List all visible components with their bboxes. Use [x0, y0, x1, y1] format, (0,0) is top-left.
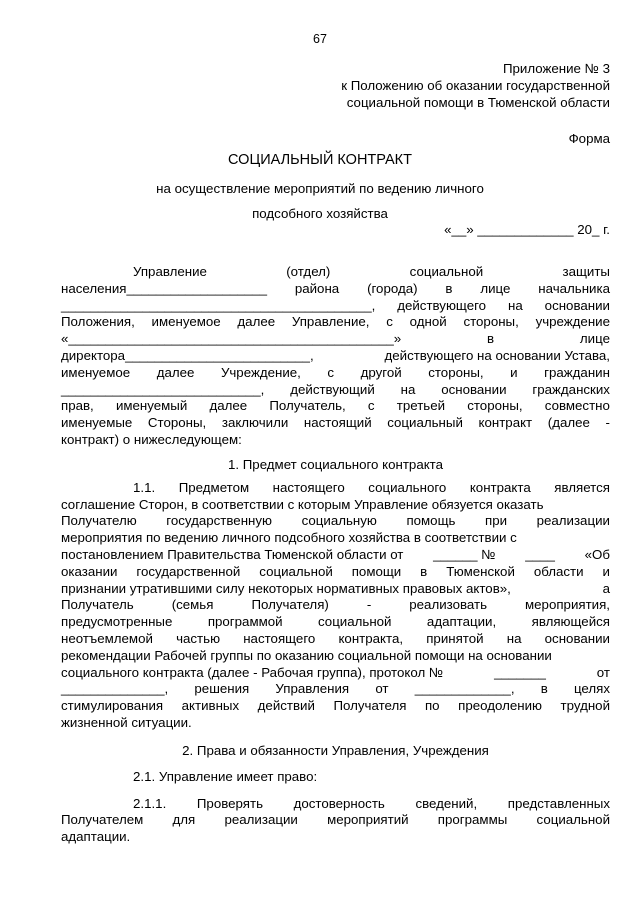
word: а: [602, 580, 610, 596]
word: помощи: [351, 563, 402, 579]
word: (отдел): [286, 264, 331, 279]
word: стороны,: [467, 398, 523, 414]
word: -: [605, 415, 610, 431]
word: государственную: [166, 513, 273, 529]
word: действующего на основании Устава,: [384, 347, 610, 363]
word: на: [506, 630, 522, 646]
word: социальной: [536, 812, 610, 828]
word: совместно: [544, 398, 610, 414]
word: от: [596, 664, 610, 680]
word: от: [375, 681, 389, 697]
word: принятой: [426, 630, 484, 646]
word: основании: [544, 630, 610, 646]
word: целях: [573, 681, 610, 697]
word: является: [554, 479, 610, 495]
word: (далее: [547, 415, 590, 431]
word: ______________,: [61, 681, 169, 697]
word: достоверность: [293, 795, 385, 811]
word: начальника: [538, 280, 610, 296]
word: действий: [257, 698, 315, 714]
text-line: [61, 298, 610, 315]
word: на: [508, 297, 523, 313]
text-line: [61, 564, 610, 581]
text-line: [61, 547, 610, 564]
word: мероприятия по ведению личного подсобного хозяйства в соответствии с: [61, 530, 517, 546]
text-line: [61, 665, 610, 682]
word: государственной: [136, 563, 241, 579]
word: признании утратившими силу некоторых нормативных правовых актов»,: [61, 580, 511, 596]
text-line: [61, 365, 610, 382]
word: помощь: [406, 513, 456, 529]
word: социальной: [259, 563, 333, 579]
word: именуемое: [151, 314, 221, 330]
text-line: [61, 597, 610, 614]
word: 2.1.1.: [133, 795, 167, 811]
word: активных: [181, 698, 240, 714]
word: Проверять: [196, 795, 263, 811]
word: _______: [494, 664, 546, 680]
word: гражданин: [544, 364, 610, 380]
text-line: [61, 812, 610, 829]
text-line: [91, 264, 610, 281]
word: с: [327, 364, 335, 380]
word: Получателем: [61, 812, 144, 828]
text-line: [61, 398, 610, 415]
word: неотъемлемой: [61, 630, 153, 646]
word: лице: [480, 280, 511, 296]
word: адаптации,: [426, 614, 497, 630]
appendix-header: [341, 60, 610, 111]
contract-body: [61, 264, 610, 846]
word: частью: [176, 630, 221, 646]
word: гражданских: [532, 381, 610, 397]
word: мероприятия,: [525, 597, 610, 613]
text-line: [61, 796, 610, 813]
text-line: [61, 480, 610, 497]
word: настоящий: [303, 415, 372, 431]
text-line: [61, 382, 610, 399]
word: далее: [237, 314, 276, 330]
word: представленных: [507, 795, 610, 811]
text-line: контракт) о нижеследующем:: [61, 431, 242, 447]
word: основании: [544, 297, 610, 313]
word: в: [445, 280, 453, 296]
word: в: [540, 681, 548, 697]
word: прав,: [61, 398, 94, 414]
word: далее: [156, 364, 195, 380]
form-label: Форма: [568, 131, 610, 146]
word: оказании: [61, 563, 118, 579]
word: стороны,: [463, 314, 519, 330]
word: 1.1.: [133, 479, 156, 495]
word: сведений,: [415, 795, 478, 811]
word: и: [510, 364, 518, 380]
word: при: [485, 513, 508, 529]
word: _____________,: [414, 681, 515, 697]
appendix-line: к Положению об оказании государственной: [341, 78, 610, 93]
word: одной: [409, 314, 447, 330]
text-line: жизненной ситуации.: [61, 714, 192, 730]
word: действующий: [290, 381, 375, 397]
word: Управление: [133, 264, 207, 279]
word: ______ №: [433, 546, 496, 562]
word: (города): [367, 280, 418, 296]
word: контракта,: [338, 630, 404, 646]
word: Получателю: [61, 513, 137, 529]
text-line: [61, 631, 610, 648]
document-subtitle: [0, 176, 640, 226]
word: Тюменской: [446, 563, 515, 579]
word: именуемые: [61, 415, 133, 431]
page-number: 67: [313, 32, 327, 46]
word: Учреждение,: [220, 364, 301, 380]
word: на: [400, 381, 416, 397]
word: постановлением Правительства Тюменской области от: [61, 546, 404, 562]
word: __________________________________________,: [61, 297, 376, 313]
word: в: [420, 563, 428, 579]
word: основании: [441, 381, 507, 397]
word: заключили: [221, 415, 289, 431]
word: реализации: [536, 513, 610, 529]
text-line: [61, 581, 610, 598]
word: социального: [368, 479, 447, 495]
word: действующего: [397, 297, 487, 313]
text-line: [61, 281, 610, 298]
word: реализации: [224, 812, 298, 828]
contract-date-line: «__» _____________ 20_ г.: [444, 222, 610, 237]
word: контракта: [469, 479, 531, 495]
word: трудной: [560, 698, 610, 714]
word: настоящего: [243, 630, 316, 646]
subsection-heading: 2.1. Управление имеет право:: [133, 768, 318, 784]
word: ____: [525, 546, 555, 562]
text-line: [61, 348, 610, 365]
word: Получатель,: [269, 398, 346, 414]
text-line: [61, 681, 610, 698]
appendix-line: социальной помощи в Тюменской области: [346, 95, 610, 110]
word: по: [424, 698, 440, 714]
section-heading: 2. Права и обязанности Управления, Учреждения: [182, 742, 489, 758]
subtitle-line: подсобного хозяйства: [252, 206, 388, 221]
word: социальный: [387, 415, 463, 431]
word: настоящего: [272, 479, 345, 495]
word: социальной: [318, 614, 392, 630]
word: далее: [209, 398, 248, 414]
word: района: [294, 280, 340, 296]
word: защиты: [562, 264, 610, 279]
word: мероприятий: [327, 812, 409, 828]
word: «Об: [584, 546, 610, 562]
document-title: СОЦИАЛЬНЫЙ КОНТРАКТ: [228, 152, 412, 168]
subtitle-line: на осуществление мероприятий по ведению личного: [156, 181, 484, 196]
word: третьей: [396, 398, 446, 414]
text-line: [61, 648, 610, 665]
text-line: адаптации.: [61, 829, 131, 845]
text-line: [61, 698, 610, 715]
text-line: [61, 497, 610, 514]
section-heading: 1. Предмет социального контракта: [227, 456, 444, 472]
word: (семья: [171, 597, 214, 613]
word: «____________________________________________»: [61, 331, 402, 347]
word: в: [487, 331, 495, 347]
word: -: [366, 597, 372, 613]
word: рекомендации Рабочей группы по оказанию социальной помощи на основании: [61, 647, 552, 663]
word: Предметом: [178, 479, 250, 495]
word: Положения,: [61, 314, 135, 330]
word: ___________________________,: [61, 381, 265, 397]
word: именуемый: [115, 398, 188, 414]
word: социальную: [301, 513, 377, 529]
word: Получатель: [61, 597, 134, 613]
word: именуемое: [61, 364, 131, 380]
appendix-line: Приложение № 3: [502, 61, 610, 76]
word: социального контракта (далее - Рабочая группа), протокол №: [61, 664, 444, 680]
text-line: [61, 415, 610, 432]
word: предусмотренные: [61, 614, 173, 630]
word: контракт: [478, 415, 533, 431]
word: учреждение: [535, 314, 610, 330]
word: соглашение Сторон, в соответствии с которым Управление обязуется оказать: [61, 496, 544, 512]
word: лице: [579, 331, 610, 347]
text-line: [61, 314, 610, 331]
word: с: [386, 314, 393, 330]
word: Управления: [275, 681, 350, 697]
word: населения___________________: [61, 280, 267, 296]
word: другой: [360, 364, 402, 380]
word: области: [533, 563, 584, 579]
word: директора_________________________,: [61, 347, 314, 363]
text-line: [61, 614, 610, 631]
text-line: [61, 331, 610, 348]
word: программой: [207, 614, 283, 630]
word: решения: [194, 681, 250, 697]
word: стимулирования: [61, 698, 164, 714]
word: Получателя): [251, 597, 329, 613]
word: Стороны,: [147, 415, 207, 431]
word: Управление,: [291, 314, 370, 330]
word: и: [602, 563, 610, 579]
word: с: [367, 398, 375, 414]
text-line: [61, 530, 610, 547]
word: являющейся: [531, 614, 610, 630]
word: программы: [437, 812, 508, 828]
word: стороны,: [428, 364, 484, 380]
word: реализовать: [409, 597, 488, 613]
word: Получателя: [333, 698, 407, 714]
word: социальной: [409, 264, 484, 279]
word: для: [172, 812, 196, 828]
text-line: [61, 513, 610, 530]
word: преодолению: [458, 698, 542, 714]
